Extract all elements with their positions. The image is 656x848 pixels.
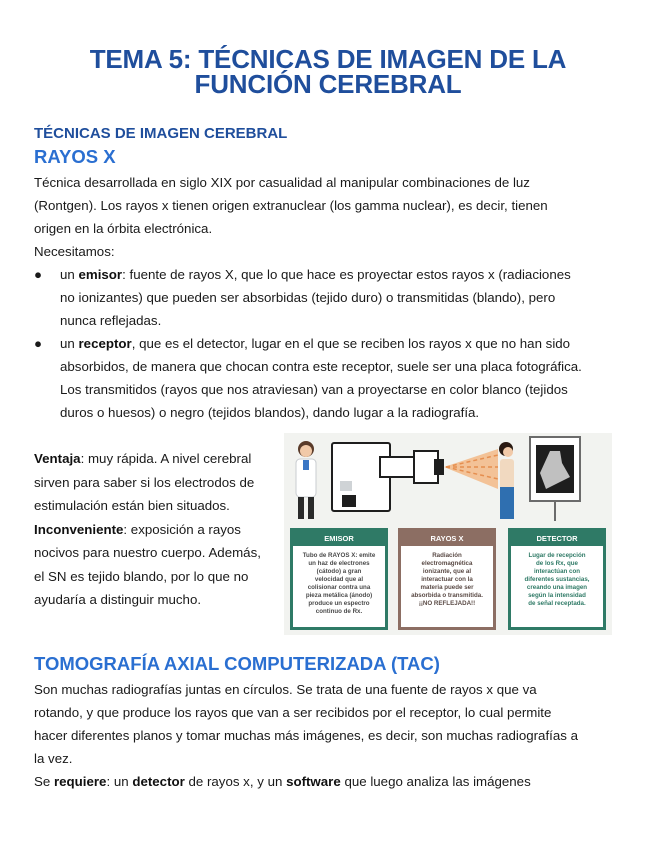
xray-illustration — [284, 433, 612, 528]
detector-box-line: interactúan con — [533, 568, 581, 575]
tac-line: rotando, y que produce los rayos que van a ser recibidos por el receptor, lo cual permite — [34, 705, 552, 720]
emisor-box-line: velocidad que al — [314, 576, 364, 583]
emisor-box-line: (cátodo) a gran — [316, 568, 362, 575]
requirements-list — [34, 263, 624, 424]
detector-box-line: según la intensidad — [528, 592, 586, 599]
rayos-info-box — [398, 528, 496, 630]
xray-detector-icon — [530, 437, 580, 521]
rayos-box-line: absorbida o transmitida. — [411, 592, 483, 599]
pros-cons-text — [34, 447, 280, 612]
req-text: de rayos x, y un — [184, 774, 287, 789]
emisor-line: : fuente de rayos X, que lo que hace es proyectar estos rayos x (radiaciones — [122, 267, 571, 282]
detector-box-text — [511, 546, 603, 608]
receptor-line: absorbidos, de manera que chocan contra este receptor, suele ser una placa fotográfica. — [60, 359, 582, 374]
title-line-1: TEMA 5: TÉCNICAS DE IMAGEN DE LA — [89, 44, 567, 74]
list-item-receptor — [34, 332, 624, 424]
emisor-box-line: pieza metálica (ánodo) — [305, 592, 373, 599]
emisor-box-line: un haz de electrones — [308, 560, 370, 567]
rayos-box-line: electromagnética — [421, 560, 473, 567]
inconveniente-term: Inconveniente — [34, 521, 124, 537]
ventaja-line: sirven para saber si los electrodos de — [34, 474, 255, 490]
emisor-box-line: colisionar contra una — [307, 584, 371, 591]
rayos-box-line: materia puede ser — [420, 584, 474, 591]
list-item-emisor — [34, 263, 624, 332]
tac-line: la vez. — [34, 751, 73, 766]
inconveniente-line: ayudaría a distinguir mucho. — [34, 592, 202, 607]
detector-box-line: de los Rx, que — [536, 560, 578, 567]
tac-line: hacer diferentes planos y tomar muchas más imágenes, es decir, son muchas radiografías a — [34, 728, 578, 743]
receptor-term: receptor — [78, 336, 132, 351]
emisor-box-text — [293, 546, 385, 616]
xray-emitter-icon — [332, 443, 444, 511]
rayos-box-line: ¡¡NO REFLEJADA!! — [418, 600, 476, 607]
emisor-box-line: continuo de Rx. — [315, 608, 363, 615]
tac-line: Son muchas radiografías juntas en círculos. Se trata de una fuente de rayos x que va — [34, 682, 537, 697]
intro-line: (Rontgen). Los rayos x tienen origen extranuclear (los gamma nuclear), es decir, tienen — [34, 198, 548, 213]
req-term: detector — [132, 774, 185, 789]
bullet-icon: ● — [34, 267, 43, 282]
receptor-line: duros o huesos) o negro (tejidos blandos), dando lugar a la radiografía. — [60, 405, 480, 420]
intro-line: Técnica desarrollada en siglo XIX por casualidad al manipular combinaciones de luz — [34, 175, 530, 190]
detector-info-box — [508, 528, 606, 630]
req-text: que luego analiza las imágenes — [340, 774, 531, 789]
rayos-box-line: ionizante, que al — [422, 568, 472, 575]
emisor-line: no ionizantes) que pueden ser absorbidas (tejido duro) o transmitidas (blando), pero — [60, 290, 556, 305]
receptor-line: Los transmitidos (rayos que nos atraviesan) van a proyectarse en color blanco (tejidos — [60, 382, 568, 397]
detector-box-line: diferentes sustancias, — [524, 576, 590, 583]
intro-line: origen en la órbita electrónica. — [34, 221, 213, 236]
ventaja-line: : muy rápida. A nivel cerebral — [80, 451, 252, 466]
ventaja-term: Ventaja — [34, 451, 81, 466]
detector-box-line: de señal receptada. — [528, 600, 586, 607]
tac-heading: TOMOGRAFÍA AXIAL COMPUTERIZADA (TAC) — [34, 653, 440, 674]
document-title — [0, 44, 656, 99]
tac-requirements-line — [34, 770, 624, 793]
rayos-box-text — [401, 546, 493, 608]
rayos-x-intro — [34, 171, 624, 263]
req-term: requiere — [53, 774, 107, 789]
inconveniente-line: nocivos para nuestro cuerpo. Además, — [34, 545, 261, 560]
emisor-line: nunca reflejadas. — [60, 313, 162, 328]
req-term: software — [286, 774, 341, 789]
emisor-info-box — [290, 528, 388, 630]
tac-paragraph — [34, 678, 624, 793]
detector-box-label: DETECTOR — [511, 531, 603, 546]
title-line-2: FUNCIÓN CEREBRAL — [194, 69, 462, 99]
req-text: Se — [34, 774, 54, 789]
emisor-box-line: produce un espectro — [308, 600, 370, 607]
bullet-icon: ● — [34, 336, 43, 351]
rayos-box-label: RAYOS X — [401, 531, 493, 546]
emisor-box-label: EMISOR — [293, 531, 385, 546]
xray-beam-icon — [444, 449, 498, 489]
rayos-box-line: Radiación — [432, 552, 462, 559]
doctor-illustration-icon — [296, 441, 316, 519]
detector-box-line: creando una imagen — [526, 584, 588, 591]
rayos-x-heading: RAYOS X — [34, 146, 116, 167]
patient-illustration-icon — [499, 442, 514, 519]
inconveniente-line: el SN es tejido blando, por lo que no — [34, 568, 249, 584]
xray-diagram-figure — [284, 433, 612, 635]
section-heading: TÉCNICAS DE IMAGEN CEREBRAL — [34, 125, 288, 142]
req-text: : un — [106, 774, 133, 789]
ventaja-line: estimulación están bien situados. — [34, 498, 230, 513]
emisor-prefix: un — [60, 267, 79, 282]
detector-box-line: Lugar de recepción — [528, 552, 586, 559]
emisor-term: emisor — [78, 267, 123, 282]
rayos-box-line: interactuar con la — [421, 576, 473, 583]
need-line: Necesitamos: — [34, 244, 115, 259]
inconveniente-line: : exposición a rayos — [123, 521, 241, 537]
receptor-line: , que es el detector, lugar en el que se reciben los rayos x que no han sido — [131, 336, 571, 351]
receptor-prefix: un — [60, 336, 79, 351]
emisor-box-line: Tubo de RAYOS X: emite — [302, 552, 376, 559]
